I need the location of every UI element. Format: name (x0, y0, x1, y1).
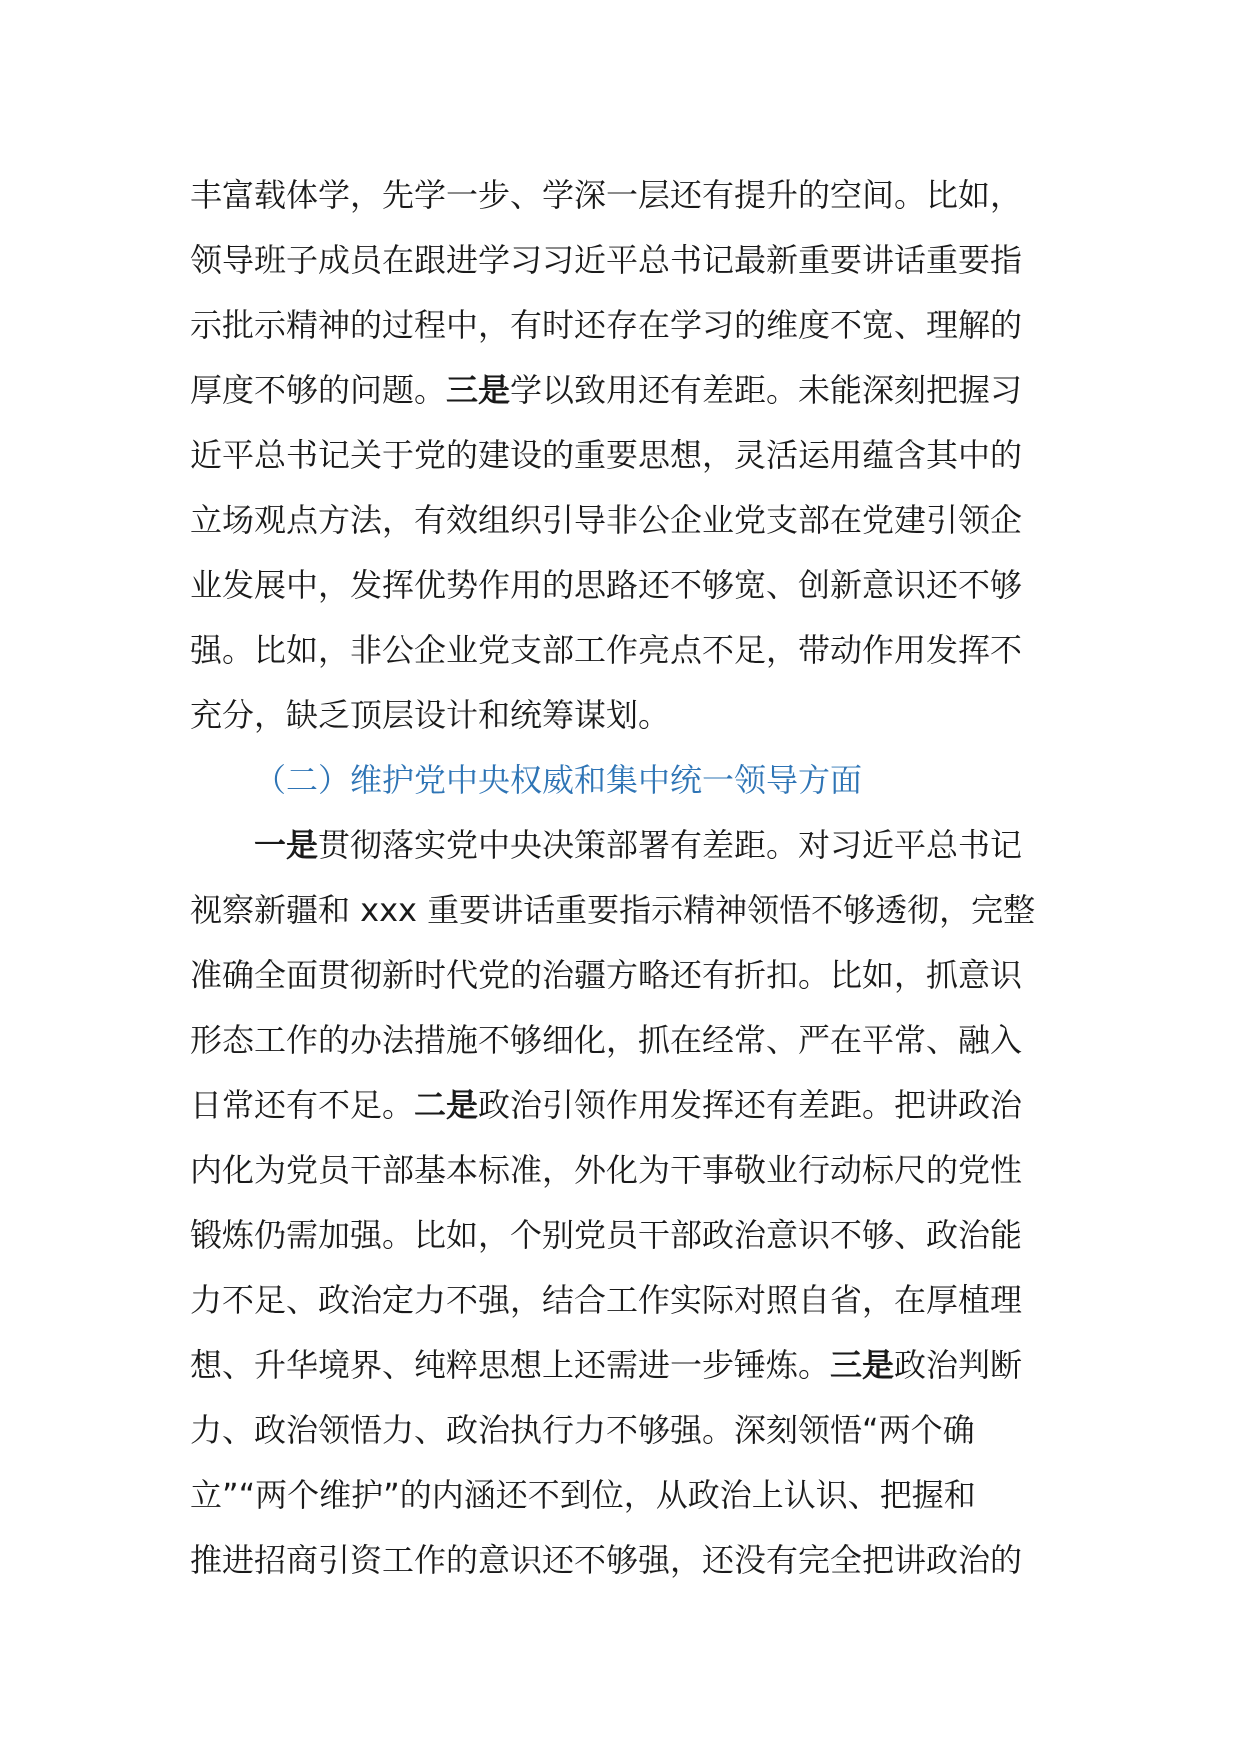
text-run: 政治引领作用发挥还有差距。把讲政治 (478, 1086, 1023, 1124)
document-body (190, 163, 1050, 1593)
text-line (190, 1268, 1050, 1333)
text-run: 厚度不够的问题。 (190, 371, 447, 409)
text-run: 立”“两个维护”的内涵还不到位，从政治上认识、把握和 (190, 1476, 976, 1514)
bold-label: 二是 (414, 1086, 479, 1124)
text-line (190, 1528, 1050, 1593)
text-run: 日常还有不足。 (190, 1086, 415, 1124)
text-run: 准确全面贯彻新时代党的治疆方略还有折扣。比如，抓意识 (190, 956, 1023, 994)
text-line (190, 228, 1050, 293)
text-line (190, 488, 1050, 553)
text-run: 近平总书记关于党的建设的重要思想，灵活运用蕴含其中的 (190, 436, 1023, 474)
text-run: 学以致用还有差距。未能深刻把握习 (510, 371, 1023, 409)
text-run: 丰富载体学，先学一步、学深一层还有提升的空间。比如， (190, 176, 1023, 214)
section-heading-text: （二）维护党中央权威和集中统一领导方面 (254, 761, 863, 799)
text-run: 形态工作的办法措施不够细化，抓在经常、严在平常、融入 (190, 1021, 1023, 1059)
bold-label: 一是 (254, 826, 319, 864)
text-run: 立场观点方法，有效组织引导非公企业党支部在党建引领企 (190, 501, 1023, 539)
text-line (190, 813, 1050, 878)
text-run: 示批示精神的过程中，有时还存在学习的维度不宽、理解的 (190, 306, 1023, 344)
text-line (190, 553, 1050, 618)
text-line (190, 163, 1050, 228)
text-run: 力、政治领悟力、政治执行力不够强。深刻领悟“两个确 (190, 1411, 975, 1449)
text-line (190, 618, 1050, 683)
text-run: 推进招商引资工作的意识还不够强，还没有完全把讲政治的 (190, 1541, 1023, 1579)
text-run: 贯彻落实党中央决策部署有差距。对习近平总书记 (318, 826, 1023, 864)
text-line (190, 1008, 1050, 1073)
text-run: 充分，缺乏顶层设计和统筹谋划。 (190, 696, 671, 734)
text-line (190, 943, 1050, 1008)
text-line (190, 423, 1050, 488)
text-run: 领导班子成员在跟进学习习近平总书记最新重要讲话重要指 (190, 241, 1023, 279)
section-heading (190, 748, 1050, 813)
bold-label: 三是 (446, 371, 511, 409)
text-line (190, 293, 1050, 358)
bold-label: 三是 (830, 1346, 895, 1384)
text-line (190, 683, 1050, 748)
text-run: 内化为党员干部基本标准，外化为干事敬业行动标尺的党性 (190, 1151, 1023, 1189)
text-line (190, 1463, 1050, 1528)
text-run: 锻炼仍需加强。比如，个别党员干部政治意识不够、政治能 (190, 1216, 1023, 1254)
text-run: 视察新疆和 xxx 重要讲话重要指示精神领悟不够透彻，完整 (190, 891, 1036, 929)
text-line (190, 878, 1050, 943)
text-run: 业发展中，发挥优势作用的思路还不够宽、创新意识还不够 (190, 566, 1023, 604)
text-line (190, 1203, 1050, 1268)
text-line (190, 1333, 1050, 1398)
text-line (190, 1138, 1050, 1203)
text-line (190, 1073, 1050, 1138)
text-line (190, 1398, 1050, 1463)
text-run: 想、升华境界、纯粹思想上还需进一步锤炼。 (190, 1346, 831, 1384)
text-run: 强。比如，非公企业党支部工作亮点不足，带动作用发挥不 (190, 631, 1023, 669)
text-run: 政治判断 (894, 1346, 1023, 1384)
text-line (190, 358, 1050, 423)
text-run: 力不足、政治定力不强，结合工作实际对照自省，在厚植理 (190, 1281, 1023, 1319)
